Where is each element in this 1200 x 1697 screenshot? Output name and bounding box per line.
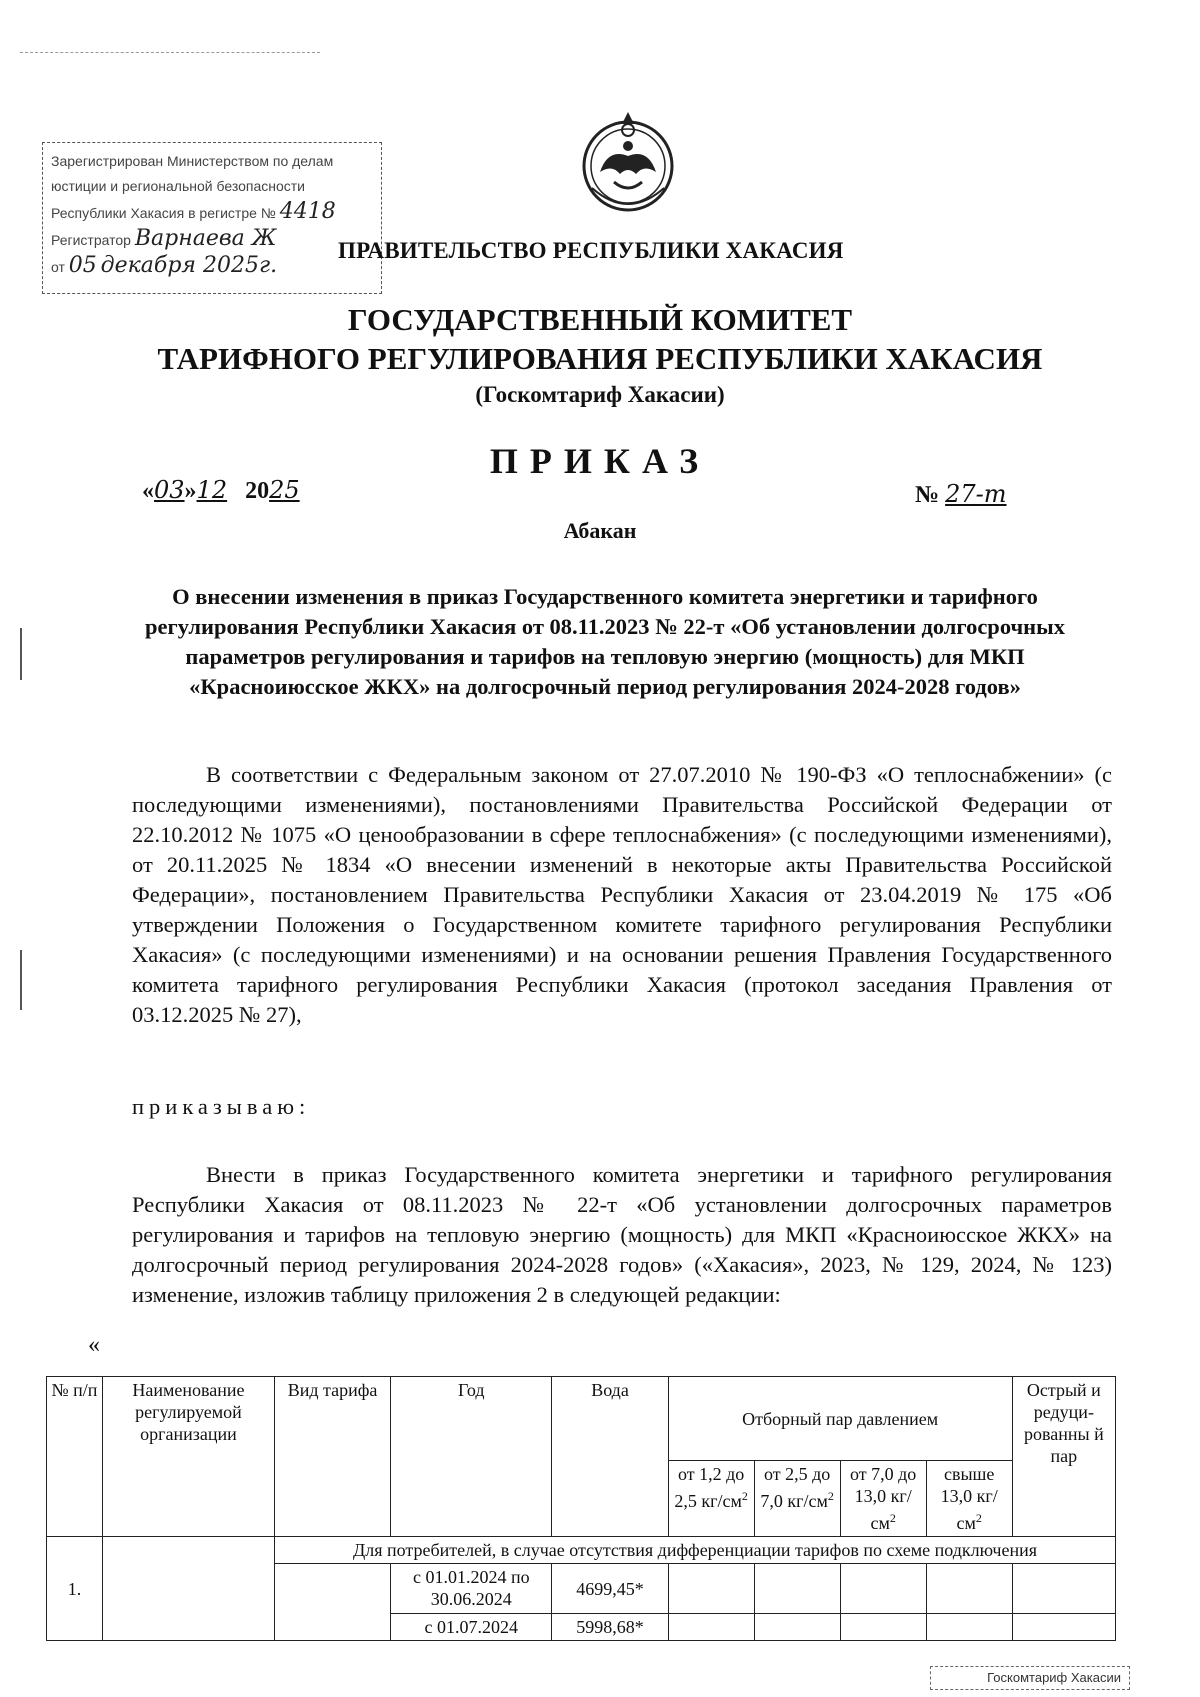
tariff-table <box>46 1376 1116 1641</box>
registration-date: декабря 2025г. <box>100 253 278 278</box>
stamp-line: от 05 декабря 2025г. <box>51 253 278 278</box>
stamp-line: Регистратор Варнаева Ж <box>51 226 277 251</box>
stamp-line: Республики Хакасия в регистре № 4418 <box>51 199 336 224</box>
order-title: О внесении изменения в приказ Государственного комитета энергетики и тарифного регулирования Республики Хакасия от 08.11.2023 № 22-т «Об установлении долгосрочных параметров регулирования и тарифов на тепловую энергию (мощность) для МКП «Красноиюсское ЖКХ» на долгосрочный период регулирования 2024-2028 годов» <box>145 584 1065 699</box>
header-pressure-2: от 2,5 до 7,0 $кг/см^2$ <box>754 1461 840 1537</box>
preamble-paragraph: В соответствии с Федеральным законом от 27.07.2010 № 190-ФЗ «О теплоснабжении» (с последующими изменениями), постановлениями Правительства Российской Федерации от 22.10.2012 № 1075 «О ценообразовании в сфере теплоснабжения» (с последующими изменениями), от 20.11.2025 № 1834 «О внесении изменений в некоторые акты Правительства Российской Федерации», постановлением Правительства Республики Хакасия от 23.04.2019 № 175 «Об утверждении Положения о Государственном комитете тарифного регулирования Республики Хакасия» (с последующими изменениями) и на основании решения Правления Государственного комитета тарифного регулирования Республики Хакасия (протокол заседания Правления от 03.12.2025 № 27), <box>132 762 1112 1027</box>
header-pressure-4: свыше 13,0 $кг/см^2$ <box>926 1461 1012 1537</box>
instruction-paragraph: Внести в приказ Государственного комитета энергетики и тарифного регулирования Республики Хакасия от 08.11.2023 № 22-т «Об установлении долгосрочных параметров регулирования и тарифов на тепловую энергию (мощность) для МКП «Красноиюсское ЖКХ» на долгосрочный период регулирования 2024-2028 годов» («Хакасия», 2023, № 129, 2024, № 123) изменение, изложив таблицу приложения 2 в следующей редакции: <box>132 1162 1112 1307</box>
document-type: ПРИКАЗ <box>489 441 711 481</box>
order-word: приказываю: <box>132 1094 311 1119</box>
registration-day: 05 <box>68 253 97 278</box>
order-date: «03»12 2025 <box>142 476 300 504</box>
water-cell: 5998,68* <box>552 1614 668 1641</box>
committee-name-line1: ГОСУДАРСТВЕННЫЙ КОМИТЕТ <box>347 302 853 337</box>
header-num: № п/п <box>47 1377 103 1537</box>
stamp-line: Зарегистрирован Министерством по делам <box>51 153 334 169</box>
registration-number: 4418 <box>279 199 336 224</box>
org-cell <box>102 1537 274 1641</box>
table-header-row <box>47 1377 1116 1461</box>
section-title: Для потребителей, в случае отсутствия дифференциации тарифов по схеме подключения <box>274 1537 1115 1564</box>
header-tariff-type: Вид тарифа <box>274 1377 390 1537</box>
committee-short-name: (Госкомтариф Хакасии) <box>475 382 725 407</box>
margin-mark <box>20 628 22 680</box>
header-water: Вода <box>552 1377 668 1537</box>
order-number: № 27-т <box>915 480 1007 508</box>
header-sharp-steam: Острый и редуци-рованны й пар <box>1012 1377 1115 1537</box>
water-cell: 4699,45* <box>552 1564 668 1614</box>
row-number: 1. <box>47 1537 103 1641</box>
margin-mark <box>20 950 22 1010</box>
emblem-icon <box>578 108 678 220</box>
quote-mark: « <box>88 1332 100 1358</box>
header-pressure-3: от 7,0 до 13,0 $кг/см^2$ <box>840 1461 926 1537</box>
table-section-row <box>47 1537 1116 1564</box>
header-pressure-1: от 1,2 до 2,5 $кг/см^2$ <box>668 1461 754 1537</box>
year-cell: с 01.01.2024 по 30.06.2024 <box>391 1564 552 1614</box>
date-day: 03 <box>154 476 185 504</box>
tariff-type-cell <box>274 1564 390 1641</box>
year-cell: с 01.07.2024 <box>391 1614 552 1641</box>
header-year: Год <box>391 1377 552 1537</box>
committee-name-line2: ТАРИФНОГО РЕГУЛИРОВАНИЯ РЕСПУБЛИКИ ХАКАСИЯ <box>157 341 1043 376</box>
date-year: 25 <box>269 476 300 504</box>
stamp-line: юстиции и региональной безопасности <box>51 178 305 194</box>
header-org: Наименование регулируемой организации <box>102 1377 274 1537</box>
order-number-value: 27-т <box>945 480 1007 508</box>
registration-stamp <box>42 142 382 294</box>
header-steam: Отборный пар давлением <box>668 1377 1012 1461</box>
registrar-signature: Варнаева Ж <box>134 226 277 251</box>
government-name: ПРАВИТЕЛЬСТВО РЕСПУБЛИКИ ХАКАСИЯ <box>338 238 844 263</box>
city: Абакан <box>563 518 637 543</box>
date-month: 12 <box>196 476 228 504</box>
footer-stamp: Госкомтариф Хакасии <box>930 1666 1130 1690</box>
scan-artifact <box>20 52 320 53</box>
